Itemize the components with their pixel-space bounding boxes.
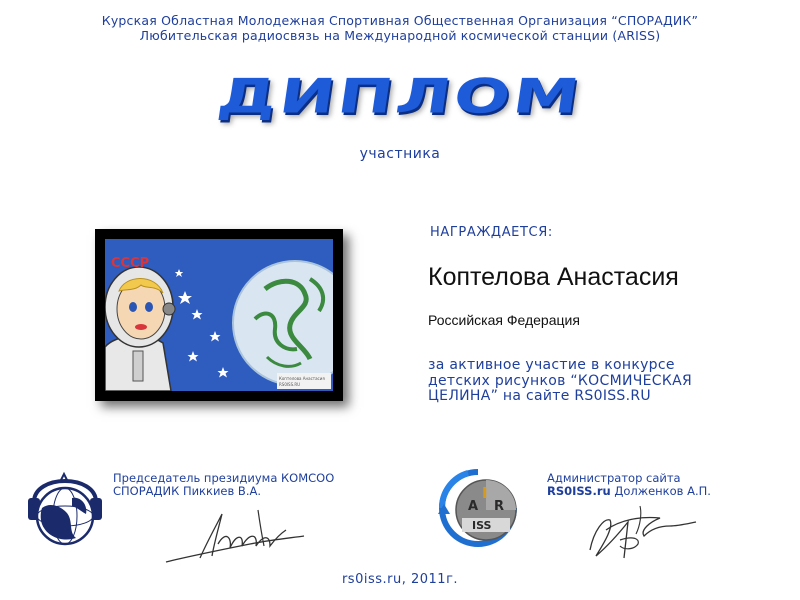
- admin-title: Администратор сайта: [547, 471, 681, 485]
- admin-signature: [580, 500, 700, 564]
- awarded-label: НАГРАЖДАЕТСЯ:: [430, 225, 553, 240]
- admin-site: RS0ISS.ru: [547, 484, 611, 498]
- admin-signature-block: [547, 472, 787, 498]
- award-reason: [428, 358, 768, 405]
- chairman-name: СПОРАДИК Пиккиев В.А.: [113, 484, 262, 498]
- ariss-letter-i: I: [482, 484, 488, 502]
- admin-name: Долженков А.П.: [610, 484, 711, 498]
- ariss-subtitle: Любительская радиосвязь на Международной космической станции (ARISS): [139, 28, 661, 43]
- recipient-name: Коптелова Анастасия: [428, 263, 679, 291]
- cccp-text: СССР: [111, 256, 150, 271]
- chairman-signature: [160, 500, 310, 570]
- footer-site-year: rs0iss.ru, 2011г.: [341, 572, 459, 587]
- diploma-subtitle: участника: [359, 146, 441, 162]
- diploma-title-text: ДИПЛОМ: [214, 68, 586, 125]
- drawing-caption-site: RS0ISS.RU: [279, 382, 301, 387]
- organization-title: Курская Областная Молодежная Спортивная Общественная Организация “СПОРАДИК”: [101, 13, 699, 28]
- drawing-caption-name: Коптелова Анастасия: [279, 376, 325, 381]
- sporadik-logo: [24, 462, 106, 552]
- award-reason-line: ЦЕЛИНА” на сайте RS0ISS.RU: [428, 388, 651, 404]
- admin-name-line: [547, 485, 787, 498]
- chairman-title: Председатель президиума КОМСОО: [113, 471, 335, 485]
- child-drawing: [95, 229, 343, 401]
- ariss-letter-r: R: [494, 499, 505, 514]
- recipient-country: Российская Федерация: [428, 312, 580, 328]
- award-reason-line: детских рисунков “КОСМИЧЕСКАЯ: [428, 372, 692, 389]
- ariss-letter-a: A: [468, 499, 479, 514]
- drawing-artwork: [105, 239, 333, 391]
- ariss-iss-text: ISS: [472, 519, 492, 532]
- astronaut: [105, 267, 175, 391]
- chairman-signature-block: [113, 472, 403, 498]
- diploma-title: [0, 58, 800, 135]
- award-reason-line: за активное участие в конкурсе: [428, 357, 675, 373]
- ariss-logo: [432, 466, 524, 550]
